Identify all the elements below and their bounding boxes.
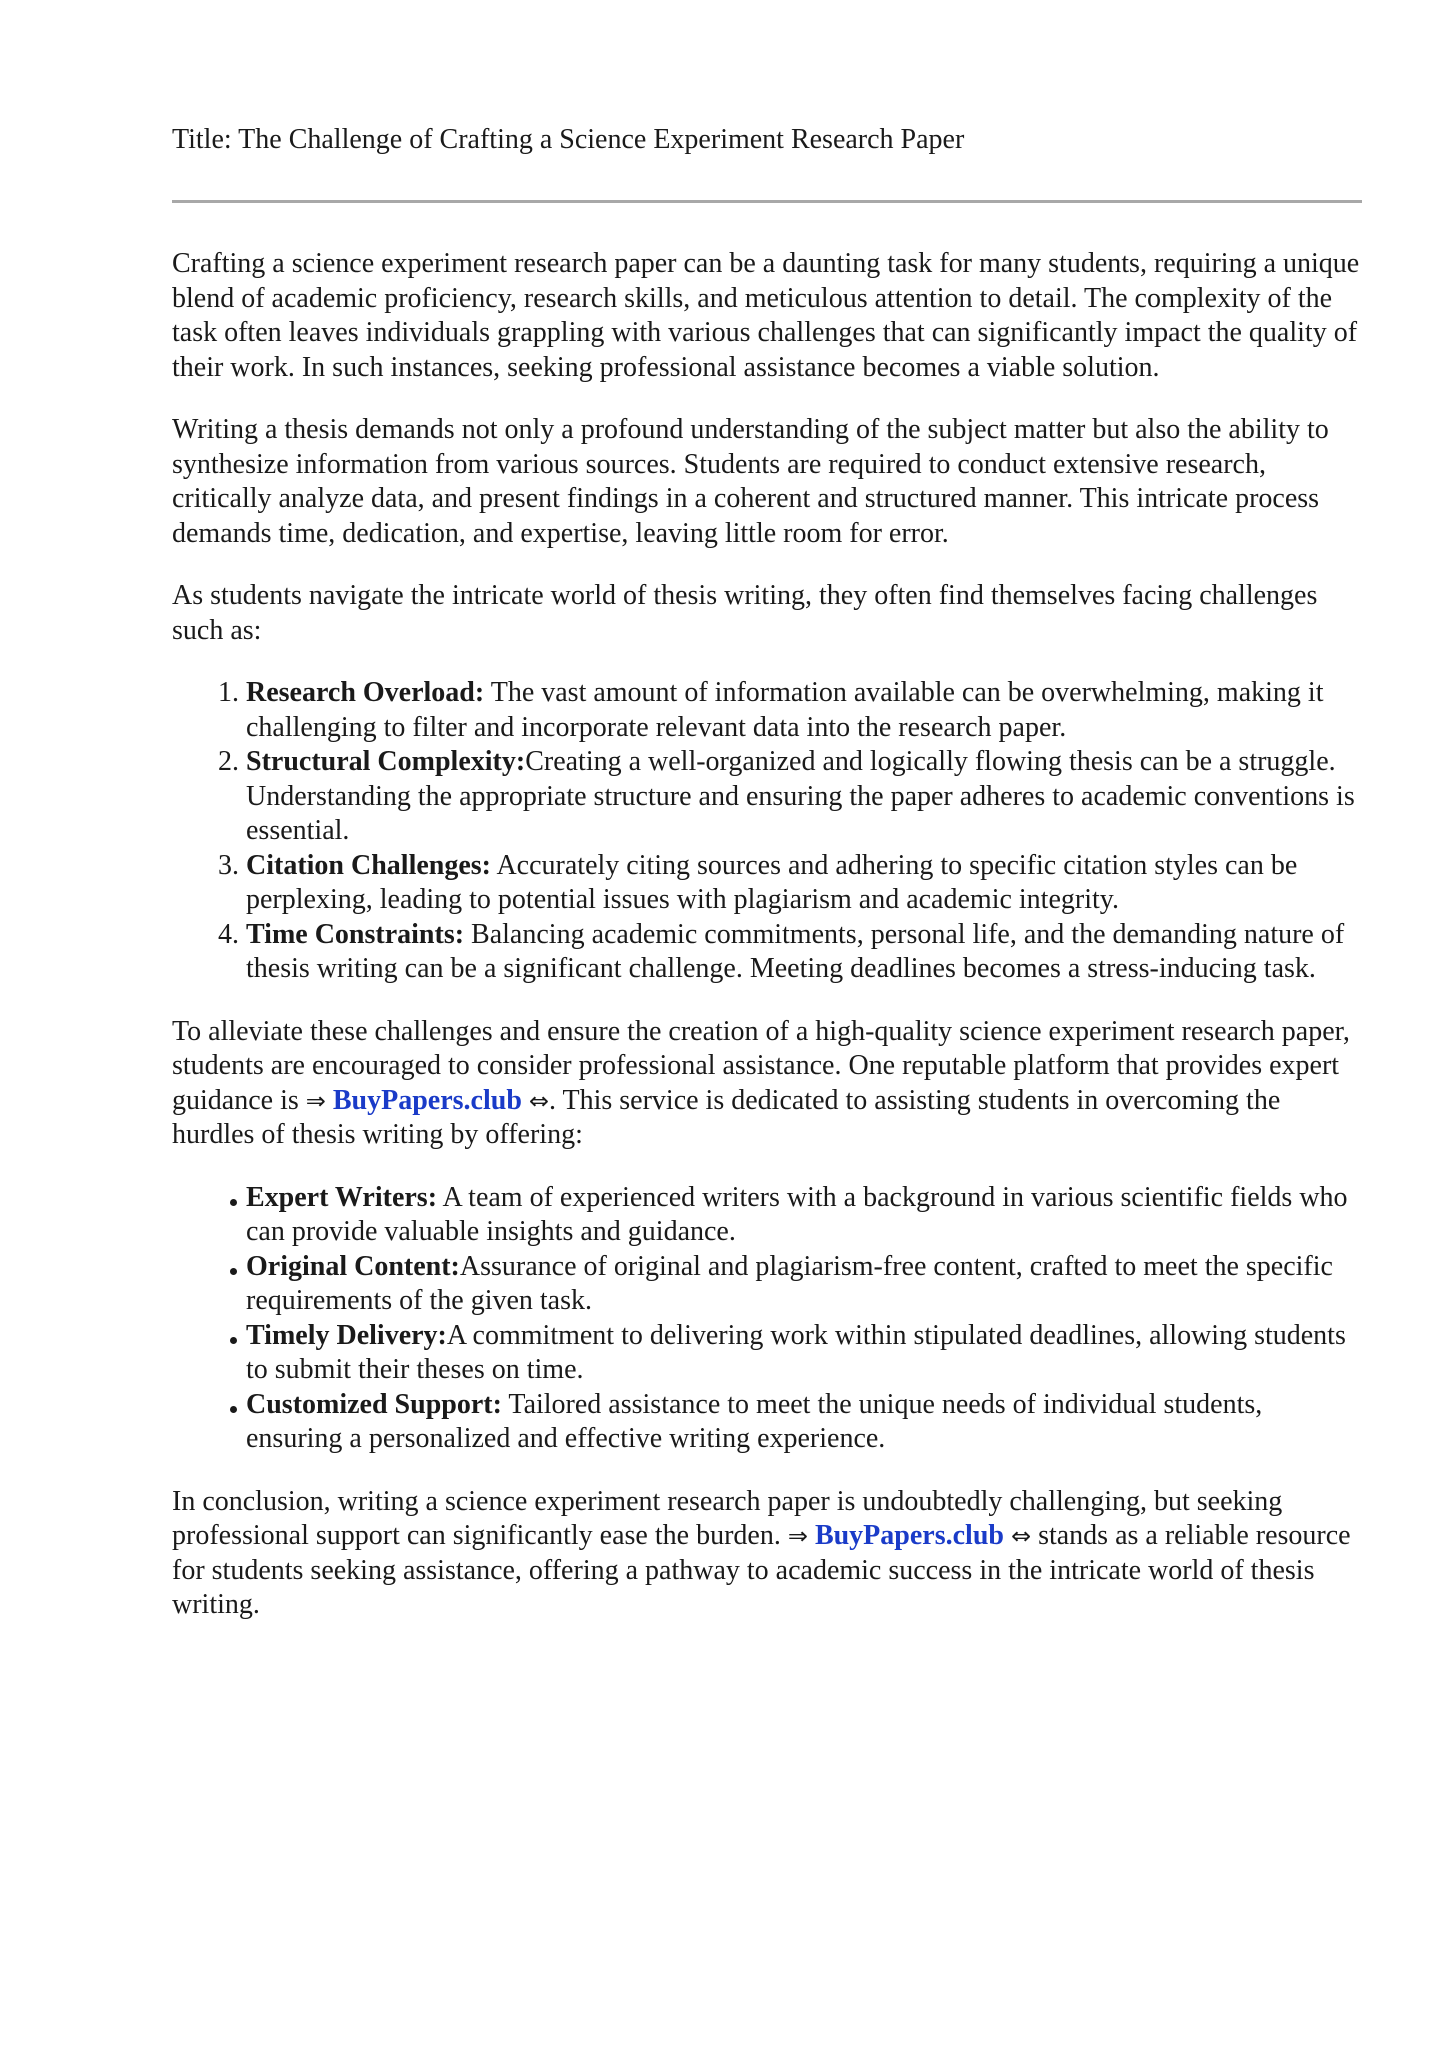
- offering-item: [246, 1388, 1362, 1457]
- assistance-text-before: To alleviate these challenges and ensure the creation of a high-quality science experiment research paper, students are encouraged to consider professional assistance. One reputable platform that provides expert guidance is: [172, 1015, 1350, 1116]
- challenge-term: Citation Challenges:: [246, 849, 491, 881]
- offering-item: [246, 1319, 1362, 1388]
- challenge-item: [246, 745, 1362, 849]
- challenge-text: Creating a well-organized and logically flowing thesis can be a struggle. Understanding the appropriate structure and ensuring the paper adheres to academic conventions is essential.: [246, 746, 1355, 846]
- challenge-term: Time Constraints:: [246, 918, 465, 950]
- conclusion-paragraph: [172, 1485, 1362, 1623]
- challenge-text: Balancing academic commitments, personal life, and the demanding nature of thesis writing can be a significant challenge. Meeting deadlines becomes a stress-inducing task.: [246, 918, 1345, 984]
- right-double-arrow-icon: ⇒: [305, 1086, 326, 1115]
- conclusion-text-before: In conclusion, writing a science experiment research paper is undoubtedly challenging, but seeking professional support can significantly ease the burden.: [172, 1485, 1283, 1551]
- offering-item: [246, 1181, 1362, 1250]
- title-divider: [172, 200, 1362, 203]
- assistance-paragraph: [172, 1015, 1362, 1153]
- offering-term: Customized Support:: [246, 1388, 502, 1420]
- challenge-text: The vast amount of information available can be overwhelming, making it challenging to filter and incorporate relevant data into the research paper.: [246, 677, 1324, 743]
- challenge-term: Structural Complexity:: [246, 746, 526, 777]
- challenge-text: Accurately citing sources and adhering to specific citation styles can be perplexing, leading to potential issues with plagiarism and academic integrity.: [246, 849, 1298, 915]
- challenge-term: Research Overload:: [246, 677, 485, 708]
- offering-term: Timely Delivery:: [246, 1319, 447, 1351]
- challenge-item: [246, 918, 1362, 987]
- assistance-text-after: . This service is dedicated to assisting students in overcoming the hurdles of thesis writing by offering:: [172, 1084, 1281, 1150]
- document-body: [172, 247, 1362, 1623]
- challenge-item: [246, 849, 1362, 918]
- buypapers-link[interactable]: BuyPapers.club: [814, 1520, 1004, 1551]
- offering-text: Tailored assistance to meet the unique needs of individual students, ensuring a personalized and effective writing experience.: [246, 1388, 1263, 1454]
- right-double-arrow-icon: ⇒: [787, 1522, 808, 1550]
- offering-term: Expert Writers:: [246, 1181, 438, 1213]
- left-right-double-arrow-icon: ⇔: [1010, 1522, 1032, 1550]
- challenges-list: [172, 676, 1362, 987]
- offering-text: A commitment to delivering work within stipulated deadlines, allowing students to submit their theses on time.: [246, 1319, 1346, 1385]
- conclusion-text-after: stands as a reliable resource for students seeking assistance, offering a pathway to academic success in the intricate world of thesis writing.: [172, 1520, 1351, 1620]
- buypapers-link[interactable]: BuyPapers.club: [332, 1084, 522, 1116]
- offering-item: [246, 1250, 1362, 1319]
- document-page: [172, 122, 1362, 1651]
- document-title: Title: The Challenge of Crafting a Science Experiment Research Paper: [172, 124, 965, 155]
- intro-paragraph: Crafting a science experiment research paper can be a daunting task for many students, requiring a unique blend of academic proficiency, research skills, and meticulous attention to detail. The complexity of the task often leaves individuals grappling with various challenges that can significantly impact the quality of their work. In such instances, seeking professional assistance becomes a viable solution.: [172, 248, 1360, 383]
- offering-text: Assurance of original and plagiarism-free content, crafted to meet the specific requirements of the given task.: [246, 1250, 1333, 1316]
- challenge-item: [246, 676, 1362, 745]
- offerings-list: [172, 1181, 1362, 1457]
- left-right-double-arrow-icon: ⇔: [528, 1086, 549, 1115]
- challenges-intro-paragraph: As students navigate the intricate world of thesis writing, they often find themselves facing challenges such as:: [172, 580, 1318, 646]
- offering-text: A team of experienced writers with a background in various scientific fields who can provide valuable insights and guidance.: [246, 1181, 1348, 1247]
- thesis-paragraph: Writing a thesis demands not only a profound understanding of the subject matter but also the ability to synthesize information from various sources. Students are required to conduct extensive research, critically analyze data, and present findings in a coherent and structured manner. This intricate process demands time, dedication, and expertise, leaving little room for error.: [172, 414, 1329, 549]
- offering-term: Original Content:: [246, 1250, 460, 1282]
